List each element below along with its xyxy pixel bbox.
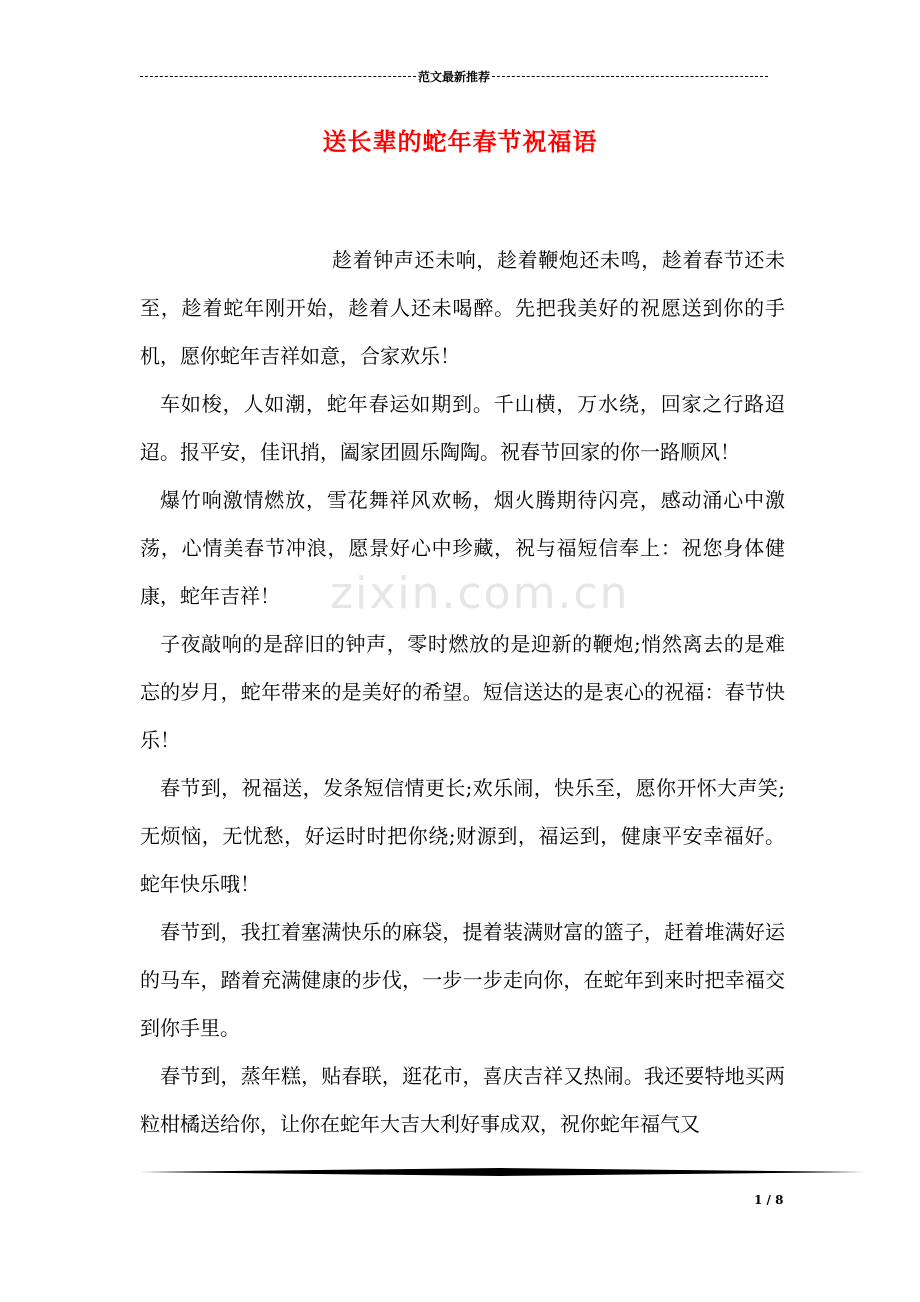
paragraph: 春节到，祝福送，发条短信情更长;欢乐闹，快乐至，愿你开怀大声笑;无烦恼，无忧愁，好运时时把你绕;财源到，福运到，健康平安幸福好。蛇年快乐哦！ bbox=[140, 776, 785, 896]
page-header bbox=[140, 68, 768, 84]
watermark: zixin.com.cn bbox=[330, 568, 630, 619]
paragraph: 爆竹响激情燃放，雪花舞祥风欢畅，烟火腾期待闪亮，感动涌心中激荡，心情美春节冲浪，愿景好心中珍藏，祝与福短信奉上：祝您身体健康，蛇年吉祥！ bbox=[140, 488, 785, 608]
footer-rule bbox=[140, 1168, 865, 1176]
header-dash-left bbox=[140, 76, 416, 77]
document-body bbox=[140, 236, 785, 1148]
paragraph: 子夜敲响的是辞旧的钟声，零时燃放的是迎新的鞭炮;悄然离去的是难忘的岁月，蛇年带来的是美好的希望。短信送达的是衷心的祝福：春节快乐！ bbox=[140, 632, 785, 752]
paragraph: 车如梭，人如潮，蛇年春运如期到。千山横，万水绕，回家之行路迢迢。报平安，佳讯捎，阖家团圆乐陶陶。祝春节回家的你一路顺风！ bbox=[140, 392, 785, 464]
document-title: 送长辈的蛇年春节祝福语 bbox=[322, 127, 598, 156]
header-dash-right bbox=[492, 76, 768, 77]
page-number: 1 / 8 bbox=[754, 1193, 784, 1207]
paragraph: 春节到，蒸年糕，贴春联，逛花市，喜庆吉祥又热闹。我还要特地买两粒柑橘送给你，让你在蛇年大吉大利好事成双，祝你蛇年福气又 bbox=[140, 1064, 785, 1136]
paragraph: 趁着钟声还未响，趁着鞭炮还未鸣，趁着春节还未至，趁着蛇年刚开始，趁着人还未喝醉。先把我美好的祝愿送到你的手机，愿你蛇年吉祥如意，合家欢乐！ bbox=[140, 248, 785, 368]
header-label: 范文最新推荐 bbox=[418, 69, 491, 84]
paragraph: 春节到，我扛着塞满快乐的麻袋，提着装满财富的篮子，赶着堆满好运的马车，踏着充满健康的步伐，一步一步走向你，在蛇年到来时把幸福交到你手里。 bbox=[140, 920, 785, 1040]
